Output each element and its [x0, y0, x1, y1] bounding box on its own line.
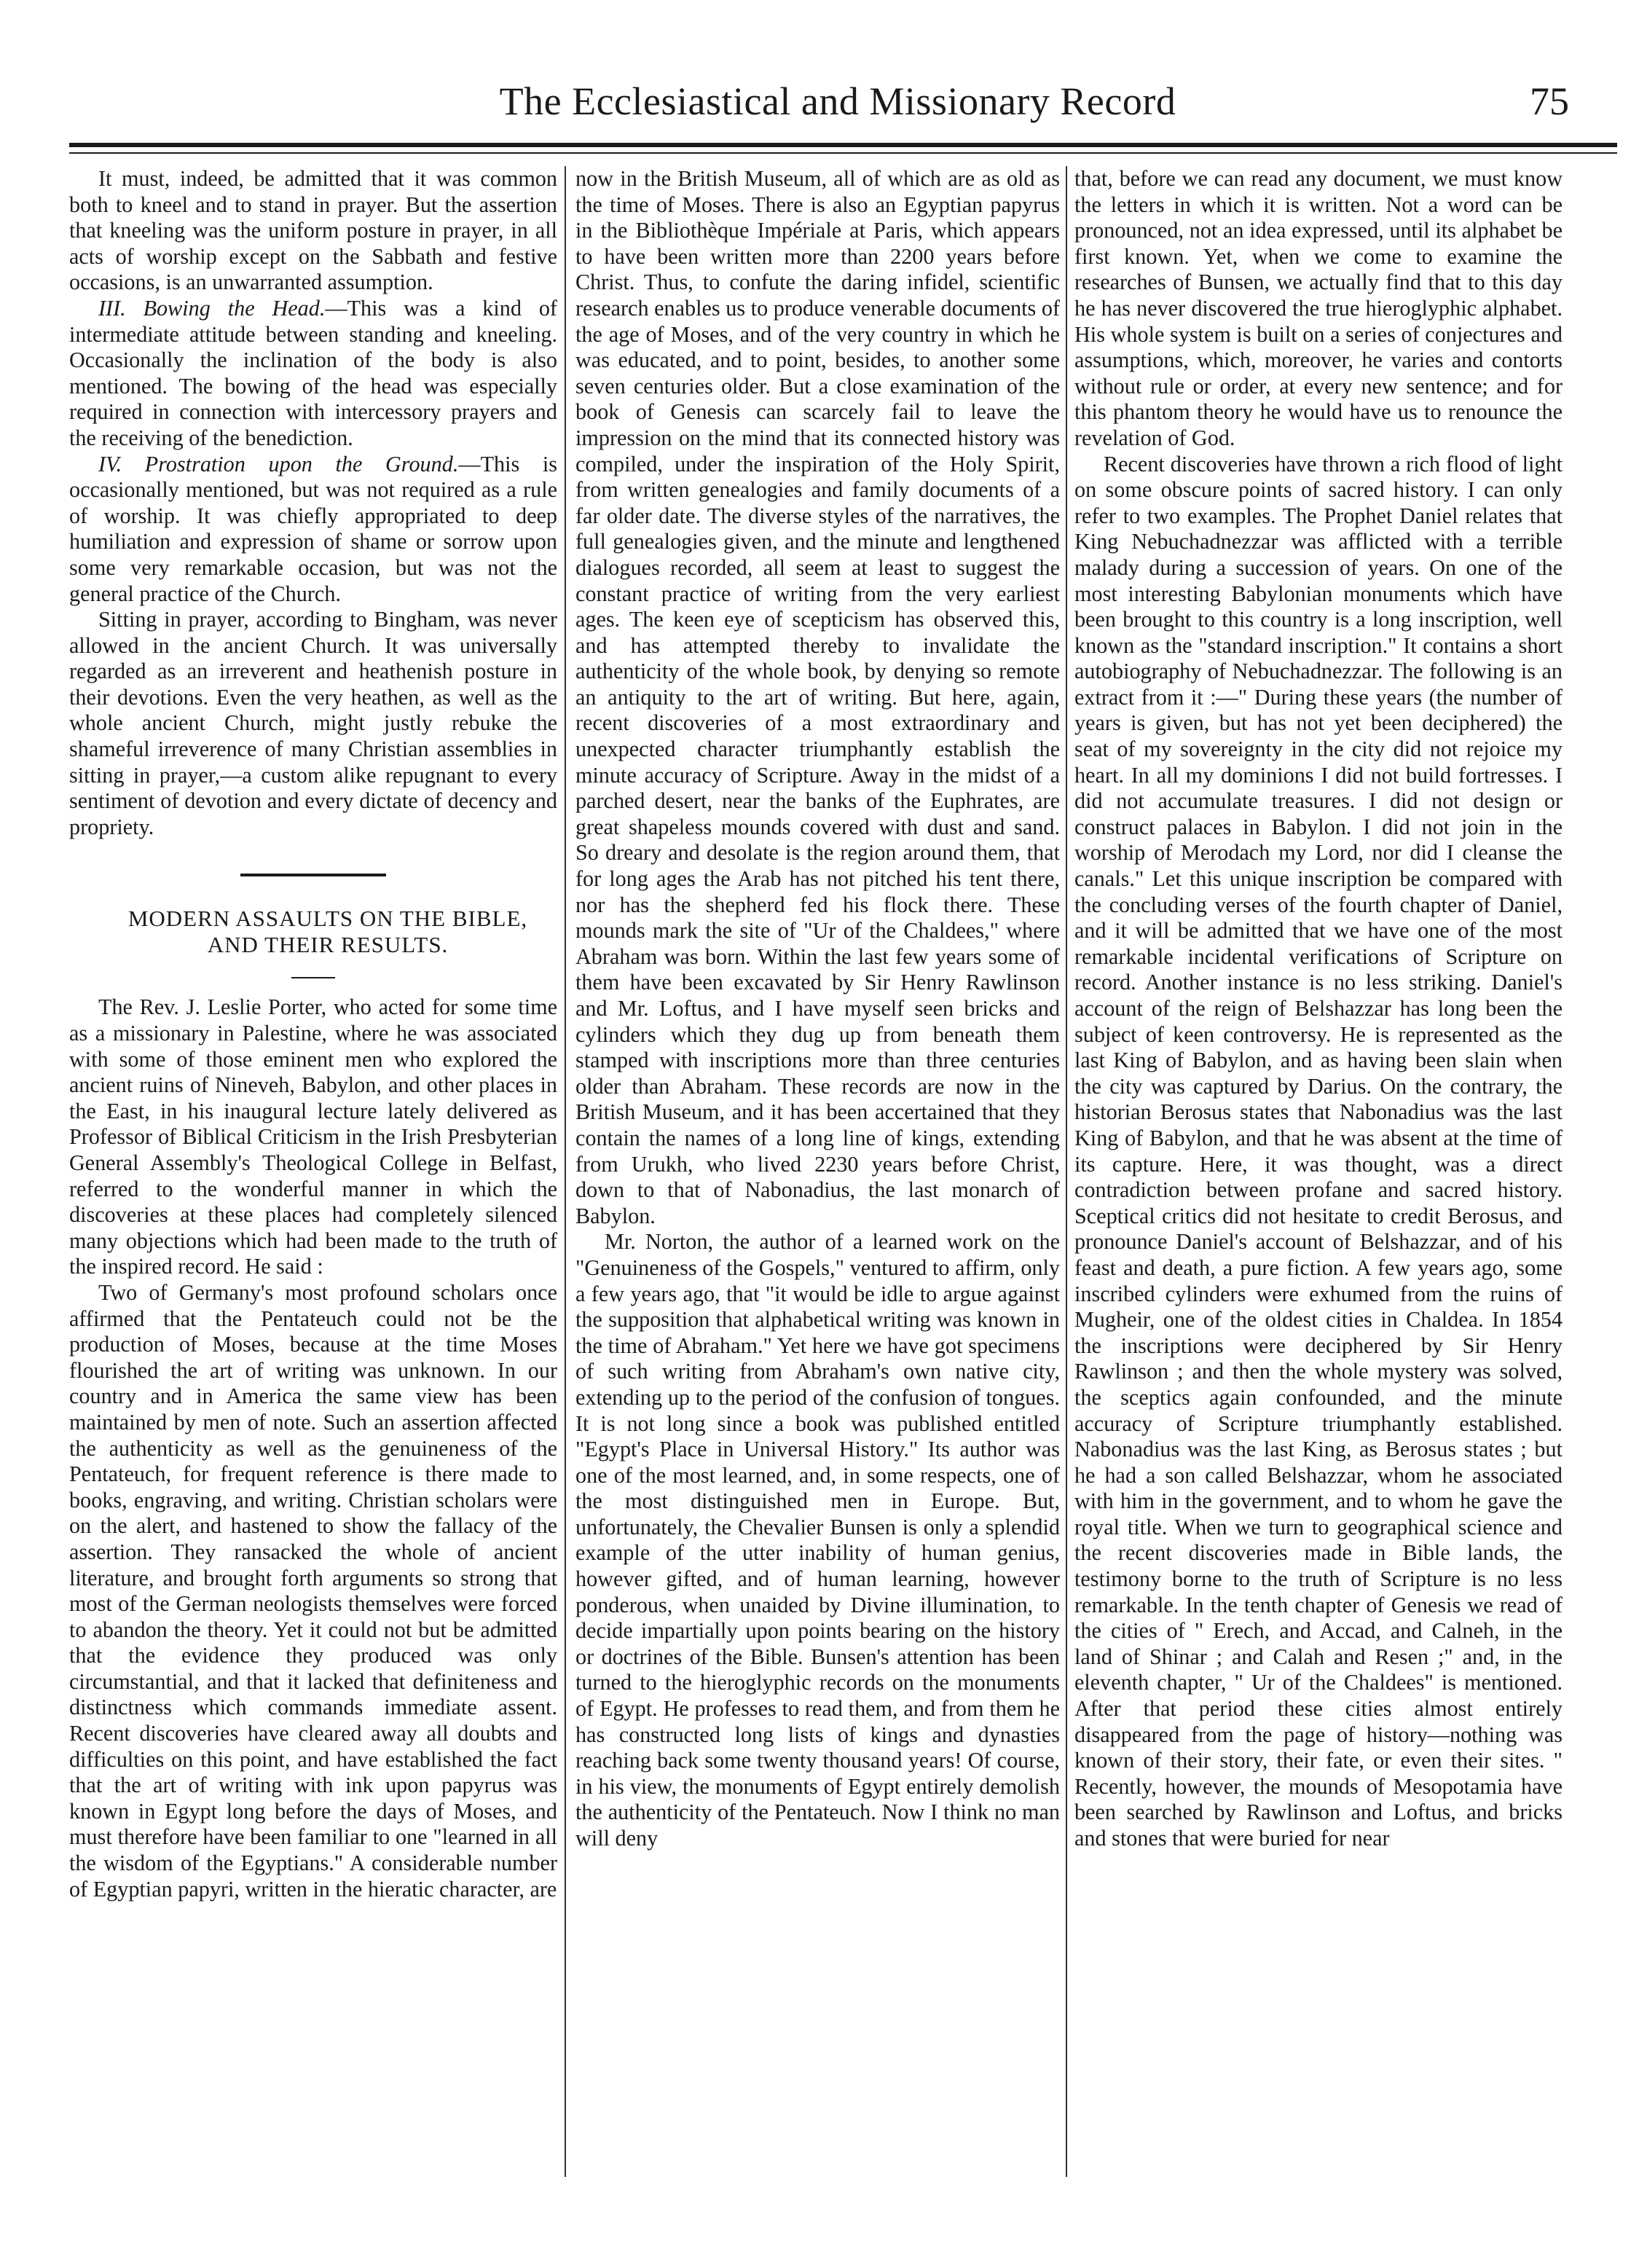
paragraph-bowing-head [69, 296, 557, 452]
subheading-bowing-head: III. Bowing the Head. [98, 295, 326, 321]
paragraph-sitting-in-prayer: Sitting in prayer, according to Bingham, was never allowed in the ancient Church. It was universally regarded as an irreverent and heathenish posture in their devotions. Even the very heathen, as well as the whole ancient Church, might justly rebuke the shameful irreverence of many Christian assemblies in sitting in prayer,—a custom alike repugnant to every sentiment of devotion and every dictate of decency and propriety. [69, 607, 557, 839]
subheading-prostration: IV. Prostration upon the Ground. [98, 451, 459, 476]
section-title-underline [291, 977, 335, 978]
paragraph-germany-scholars: Two of Germany's most profound scholars once affirmed that the Pentateuch could not be the production of Moses, because at the time Moses flourished the art of writing was unknown. In our country and in America the same view has been maintained by men of note. Such an assertion affected the authenticity as well as the genuineness of the Pentateuch, for frequent reference is there made to books, engraving, and writing. Christian scholars were on the alert, and hastened to show the fallacy of the assertion. They ransacked the whole of ancient literature, and brought forth arguments so strong that most of the German neologists themselves were forced to abandon the theory. Yet it could not but be admitted that the evidence they produced was only circumstantial, and that it lacked that definiteness and distinctness which commands immediate assent. Recent discoveries have cleared away all doubts and difficulties on this point, and have established the fact that the art of writing with ink upon papyrus was known in Egypt long before the days of Moses, and must therefore have been familiar to one "learned in all the wisdom of the Egyptians." A considerable number of Egyptian papyri, written in the hieratic character, are [69, 1279, 557, 1902]
running-header-title: The Ecclesiastical and Missionary Record [499, 79, 1176, 123]
paragraph-kneeling-conclusion: It must, indeed, be admitted that it was common both to kneel and to stand in prayer. But the assertion that kneeling was the uniform posture in prayer, in all acts of worship except on the Sabbath and festive occasions, is an unwarranted assumption. [69, 166, 557, 295]
header-rule-thick [69, 143, 1617, 147]
section-divider [240, 874, 386, 876]
paragraph-prostration [69, 452, 557, 608]
paragraph-recent-discoveries: Recent discoveries have thrown a rich flood of light on some obscure points of sacred history. I can only refer to two examples. The Prophet Daniel relates that King Nebuchadnezzar was afflicted with a terrible malady during a succession of years. On one of the most interesting Babylonian monuments which have been brought to this country is a long inscription, well known as the "standard inscription." It contains a short autobiography of Nebuchadnezzar. The following is an extract from it :—" During these years (the number of years is given, but has not yet been deciphered) the seat of my sovereignty in the city did not rejoice my heart. In all my dominions I did not build fortresses. I did not accumulate treasures. I did not design or construct palaces in Babylon. I did not join in the worship of Merodach my Lord, nor did I cleanse the canals." Let this unique inscription be compared with the concluding verses of the fourth chapter of Daniel, and it will be admitted that we have one of the most remarkable incidental verifications of Scripture on record. Another instance is no less striking. Daniel's account of the reign of Belshazzar has long been the subject of keen controversy. He is represented as the last King of Babylon, and as having been slain when the city was captured by Darius. On the contrary, the historian Berosus states that Nabonadius was the last King of Babylon, and that he was absent at the time of its capture. Here, it was thought, was a direct contradiction between profane and sacred history. Sceptical critics did not hesitate to credit Berosus, and pronounce Daniel's account of Belshazzar, and of his feast and death, a pure fiction. A few years ago, some inscribed cylinders were exhumed from the ruins of Mugheir, one of the oldest cities in Chaldea. In 1854 the inscriptions were deciphered by Sir Henry Rawlinson ; and then the whole mystery was solved, the sceptics again confounded, and the minute accuracy of Scripture triumphantly established. Nabonadius was the last King, as Berosus states ; but he had a son called Belshazzar, whom he associated with him in the government, and to whom he gave the royal title. When we turn to geographical science and the recent discoveries made in Bible lands, the testimony borne to the truth of Scripture is no less remarkable. In the tenth chapter of Genesis we read of the cities of " Erech, and Accad, and Calneh, in the land of Shinar ; and Calah and Resen ;" and, in the eleventh chapter, " Ur of the Chaldees" is mentioned. After that period these cities almost entirely disappeared from the page of history—nothing was known of their story, their fate, or even their sites. " Recently, however, the mounds of Mesopotamia have been searched by Rawlinson and Loftus, and bricks and stones that were buried for near [1074, 451, 1563, 1851]
paragraph-porter-intro: The Rev. J. Leslie Porter, who acted for some time as a missionary in Palestine, where he was associated with some of those eminent men who explored the ancient ruins of Nineveh, Babylon, and other places in the East, in his inaugural lecture lately delivered as Professor of Biblical Criticism in the Irish Presbyterian General Assembly's Theological College in Belfast, referred to the wonderful manner in which the discoveries at these places had completely silenced many objections which had been made to the truth of the inspired record. He said : [69, 994, 557, 1279]
text-column-right [1074, 166, 1563, 1852]
paragraph-bowing-head-text: —This was a kind of intermediate attitude between standing and kneeling. Occasionally the inclination of the body is also mentioned. The bowing of the head was especially required in connection with intercessory prayers and the receiving of the benediction. [69, 295, 557, 450]
column-divider-right [1066, 166, 1067, 2177]
text-column-left [69, 166, 557, 1902]
column-divider-left [565, 166, 566, 2177]
paragraph-norton-bunsen: Mr. Norton, the author of a learned work on the "Genuineness of the Gospels," ventured to affirm, only a few years ago, that "it would be idle to argue against the supposition that alphabetical writing was known in the time of Abraham." Yet here we have got specimens of such writing from Abraham's own native city, extending up to the period of the confusion of tongues. It is not long since a book was published entitled "Egypt's Place in Universal History." Its author was one of the most learned, and, in some respects, one of the most distinguished men in Europe. But, unfortunately, the Chevalier Bunsen is only a splendid example of the utter inability of human genius, however gifted, and of human learning, however ponderous, when unaided by Divine illumination, to decide impartially upon points bearing on the history or doctrines of the Bible. Bunsen's attention has been turned to the hieroglyphic records on the monuments of Egypt. He professes to read them, and from them he has constructed long lists of kings and dynasties reaching back some twenty thousand years! Of course, in his view, the monuments of Egypt entirely demolish the authenticity of the Pentateuch. Now I think no man will deny [575, 1229, 1060, 1851]
paragraph-prostration-text: —This is occasionally mentioned, but was not required as a rule of worship. It was chiefly appropriated to deep humiliation and expression of shame or sorrow upon some very remarkable occasion, but was not the general practice of the Church. [69, 451, 557, 606]
section-title-line1: MODERN ASSAULTS ON THE BIBLE, [127, 906, 528, 932]
page-number: 75 [1530, 79, 1569, 123]
text-column-middle [575, 166, 1060, 1852]
paragraph-alphabet: that, before we can read any document, we must know the letters in which it is written. Not a word can be pronounced, not an idea expressed, until its alphabet be first known. Yet, when we come to examine the researches of Bunsen, we actually find that to this day he has never discovered the true hieroglyphic alphabet. His whole system is built on a series of conjectures and assumptions, which, moreover, he varies and contorts without rule or order, at every new sentence; and for this phantom theory he would have us to renounce the revelation of God. [1074, 166, 1563, 450]
section-title-line2: AND THEIR RESULTS. [207, 932, 449, 958]
paragraph-british-museum: now in the British Museum, all of which are as old as the time of Moses. There is also an Egyptian papyrus in the Bibliothèque Impériale at Paris, which appears to have been written more than 2200 years before Christ. Thus, to confute the daring infidel, scientific research enables us to produce venerable documents of the age of Moses, and of the very country in which he was educated, and to point, besides, to another some seven centuries older. But a close examination of the book of Genesis can scarcely fail to leave the impression on the mind that its connected history was compiled, under the inspiration of the Holy Spirit, from written genealogies and family documents of a far older date. The diverse styles of the narratives, the full genealogies given, and the minute and lengthened dialogues recorded, all seem at least to suggest the constant practice of writing from the very earliest ages. The keen eye of scepticism has observed this, and has attempted thereby to invalidate the authenticity of the whole book, by denying so remote an antiquity to the art of writing. But here, again, recent discoveries of a most extraordinary and unexpected character triumphantly establish the minute accuracy of Scripture. Away in the midst of a parched desert, near the banks of the Euphrates, are great shapeless mounds covered with dust and sand. So dreary and desolate is the region around them, that for long ages the Arab has not pitched his tent there, nor has the shepherd fed his flock there. These mounds mark the site of "Ur of the Chaldees," where Abraham was born. Within the last few years some of them have been excavated by Sir Henry Rawlinson and Mr. Loftus, and I have myself seen bricks and cylinders which they dug up from beneath them stamped with inscriptions more than three centuries older than Abraham. These records are now in the British Museum, and it has been accertained that they contain the names of a long line of kings, extending from Urukh, who lived 2230 years before Christ, down to that of Nabonadius, the last monarch of Babylon. [575, 166, 1060, 1228]
header-rule-thin [69, 152, 1617, 154]
